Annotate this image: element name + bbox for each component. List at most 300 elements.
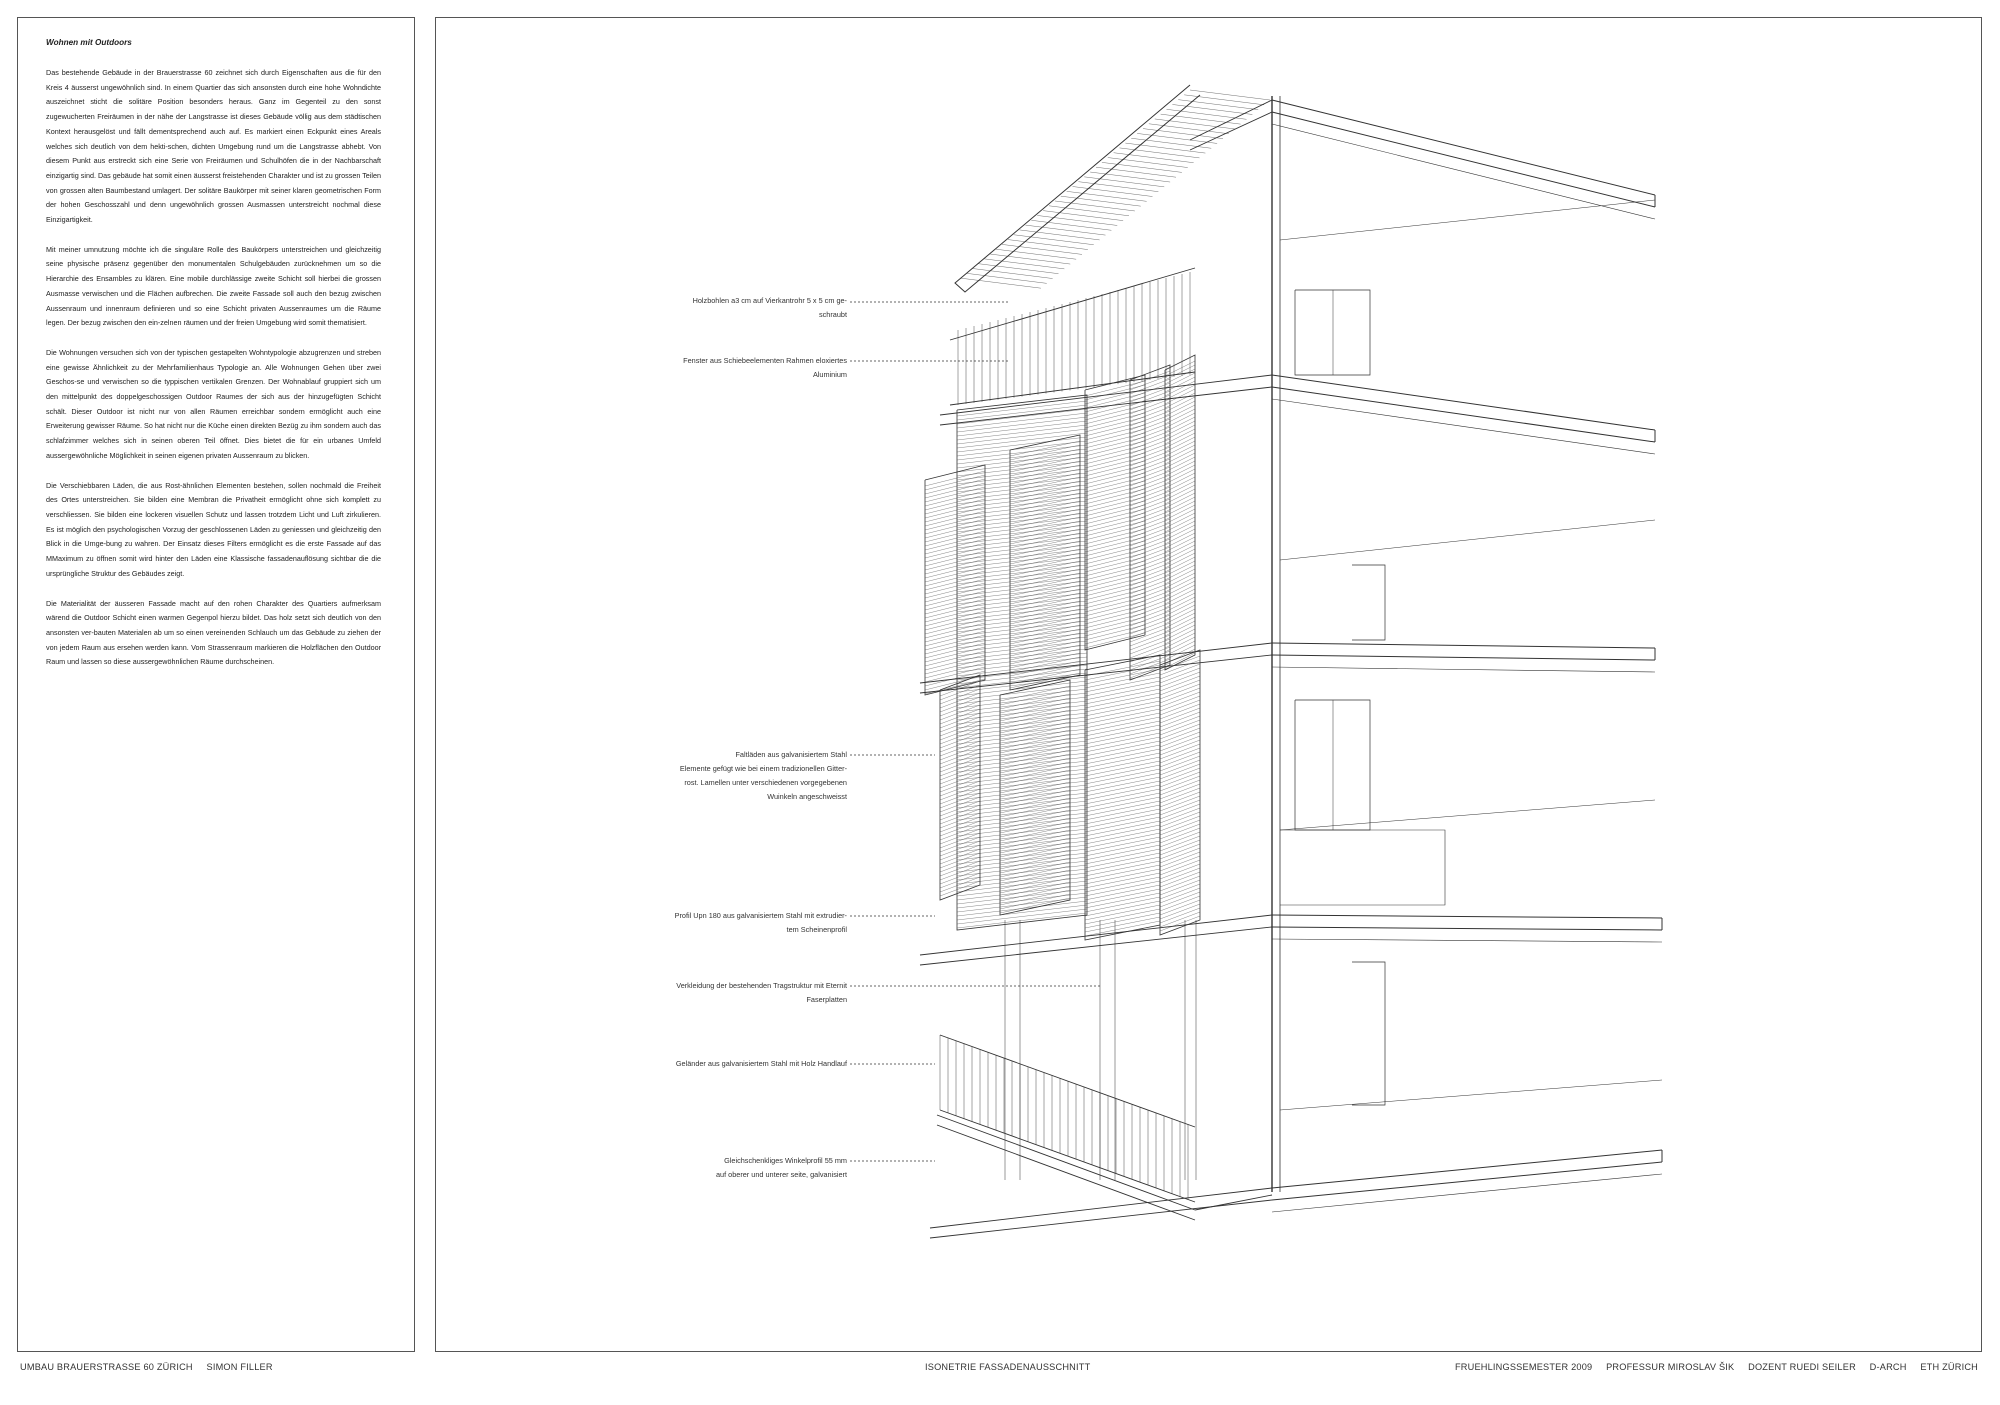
shutter-slat: [1000, 818, 1070, 833]
shutter-slat: [940, 857, 980, 872]
shutter-slat: [1000, 894, 1070, 909]
shutter-slat: [1085, 517, 1145, 532]
shutter-slat: [1130, 571, 1170, 586]
shutter-slat: [1085, 837, 1160, 852]
annotation-line: tem Scheinenprofil: [786, 925, 847, 934]
shutter-slat: [957, 589, 1087, 604]
shutter-slat: [1085, 665, 1160, 680]
shutter-slat: [1160, 688, 1200, 703]
roof-slat: [1178, 100, 1258, 110]
shutter-slat: [957, 781, 1087, 796]
shutter-slat: [957, 585, 1087, 600]
shutter-slat: [1000, 782, 1070, 797]
shutter-slat: [957, 457, 1087, 472]
shutter-slat: [1160, 712, 1200, 727]
shutter-slat: [1130, 551, 1170, 566]
shutter-slat: [940, 693, 980, 708]
balcony-slab-edge: [930, 1188, 1272, 1228]
shutter-slat: [957, 749, 1087, 764]
shutter-slat: [957, 697, 1087, 712]
shutter-slat: [1085, 825, 1160, 840]
shutter-slat: [1130, 615, 1170, 630]
shutter-slat: [1160, 792, 1200, 807]
shutter-slat: [957, 537, 1087, 552]
shutter-slat: [1085, 733, 1160, 748]
shutter-slat: [957, 821, 1087, 836]
shutter-slat: [925, 491, 985, 506]
shutter-slat: [1085, 549, 1145, 564]
shutter-slat: [957, 505, 1087, 520]
shutter-slat: [1085, 477, 1145, 492]
shutter-slat: [1085, 701, 1160, 716]
shutter-slat: [957, 637, 1087, 652]
shutter-slat: [1160, 724, 1200, 739]
shutter-slat: [1000, 778, 1070, 793]
description-paragraph: Die Wohnungen versuchen sich von der typischen gestapelten Wohntypologie abzugrenzen und streben eine gewisse Ähnlichkeit zu der Mehrfamilienhaus Typologie an. Alle Wohnungen Gehen über zwei Geschos-se und verwischen so die typpischen vertikalen Grenzen. Der Wohnablauf gruppiert sich um den mittelpunkt des doppelgeschossigen Outdoor Raumes der sich aus der hinzugefügten Schicht schält. Dieser Outdoor ist nicht nur von allen Räumen erreichbar sondern ermöglicht auch eine Erweiterung gewisser Räume. So hat nicht nur die Küche einen direkten Bezüg zu ihm sondern auch das schlafzimmer welches sich in seinen oberen Teil öffnet. Dies bietet die für ein urbanes Umfeld aussergewöhnliche Möglichkeit in seinen eigenen privaten Aussenraum zu blicken.: [46, 347, 381, 460]
shutter-slat: [1000, 794, 1070, 809]
shutter-slat: [1130, 503, 1170, 518]
shutter-slat: [925, 667, 985, 682]
shutter-slat: [1085, 917, 1160, 932]
shutter-slat: [1085, 829, 1160, 844]
shutter-slat: [1130, 539, 1170, 554]
shutter-slat: [1085, 693, 1160, 708]
roof-slat: [1131, 138, 1211, 148]
shutter-slat: [957, 741, 1087, 756]
shutter-slat: [1160, 672, 1200, 687]
shutter-slat: [1085, 601, 1145, 616]
roof-slat: [967, 273, 1047, 283]
shutter-slat: [940, 785, 980, 800]
shutter-slat: [940, 705, 980, 720]
annotation-line: Profil Upn 180 aus galvanisiertem Stahl mit extrudier-: [674, 911, 847, 920]
shutter-slat: [957, 573, 1087, 588]
shutter-slat: [957, 481, 1087, 496]
shutter-slat: [957, 689, 1087, 704]
shutter-slat: [1085, 421, 1145, 436]
shutter-slat: [1000, 802, 1070, 817]
shutter-slat: [1085, 861, 1160, 876]
shutter-slat: [1085, 489, 1145, 504]
shutter-slat: [1085, 529, 1145, 544]
shutter-slat: [1160, 764, 1200, 779]
shutter-slat: [1085, 565, 1145, 580]
shutter-slat: [1000, 698, 1070, 713]
shutter-slat: [957, 693, 1087, 708]
floor-slab-edge: [1272, 927, 1662, 930]
shutter-slat: [1130, 451, 1170, 466]
floor-slab-edge: [1272, 667, 1655, 672]
shutter-slat: [1160, 888, 1200, 903]
shutter-slat: [1160, 700, 1200, 715]
shutter-slat: [1000, 734, 1070, 749]
shutter-slat: [957, 409, 1087, 424]
shutter-slat: [1130, 411, 1170, 426]
shutter-slat: [1160, 820, 1200, 835]
shutter-slat: [925, 635, 985, 650]
shutter-slat: [957, 597, 1087, 612]
shutter-slat: [940, 825, 980, 840]
shutter-slat: [1130, 591, 1170, 606]
shutter-slat: [925, 579, 985, 594]
shutter-slat: [1160, 876, 1200, 891]
shutter-slat: [1130, 663, 1170, 678]
shutter-slat: [1160, 816, 1200, 831]
shutter-slat: [1085, 833, 1160, 848]
shutter-slat: [957, 569, 1087, 584]
shutter-slat: [957, 709, 1087, 724]
shutter-slat: [1000, 746, 1070, 761]
shutter-slat: [957, 401, 1087, 416]
floor-slab-edge: [1272, 1162, 1662, 1200]
shutter-slat: [1130, 467, 1170, 482]
shutter-slat: [957, 625, 1087, 640]
shutter-slat: [925, 495, 985, 510]
shutter-slat: [925, 515, 985, 530]
shutter-slat: [1130, 555, 1170, 570]
shutter-slat: [1085, 773, 1160, 788]
shutter-slat: [1085, 797, 1160, 812]
shutter-slat: [925, 583, 985, 598]
shutter-slat: [957, 841, 1087, 856]
shutter-slat: [1085, 729, 1160, 744]
roof-slat: [1014, 235, 1094, 245]
roof-slat: [1026, 225, 1106, 235]
shutter-slat: [1085, 613, 1145, 628]
shutter-slat: [1000, 870, 1070, 885]
shutter-panel: [940, 675, 980, 900]
shutter-slat: [940, 829, 980, 844]
shutter-slat: [1000, 878, 1070, 893]
floor-slab-edge: [1272, 375, 1655, 430]
shutter-slat: [940, 877, 980, 892]
description-paragraph: Die Materialität der äusseren Fassade macht auf den rohen Charakter des Quartiers aufmerksam wärend die Outdoor Schicht einen warmen Gegenpol hierzu bildet. Das holz setzt sich deutlich von den ansonsten ver-bauten Materialen ab um so einen vereinenden Schlauch um das Gebäude zu ziehen der von jedem Raum aus ersehen werden kann. Vom Strassenraum markieren die Holzflächen den Outdoor Raum und lassen so diese aussergewöhnlichen Räume durchscheinen.: [46, 598, 381, 667]
shutter-slat: [957, 513, 1087, 528]
shutter-slat: [957, 417, 1087, 432]
shutter-slat: [957, 469, 1087, 484]
shutter-slat: [1160, 864, 1200, 879]
shutter-slat: [957, 825, 1087, 840]
shutter-slat: [1160, 840, 1200, 855]
shutter-slat: [925, 599, 985, 614]
annotation-line: Aluminium: [812, 370, 847, 379]
shutter-slat: [957, 517, 1087, 532]
annotation-line: Faltläden aus galvanisiertem Stahl: [735, 750, 847, 759]
interior-line: [1280, 1080, 1662, 1110]
roof-slat: [1049, 206, 1129, 216]
shutter-slat: [1160, 852, 1200, 867]
shutter-slat: [925, 587, 985, 602]
shutter-slat: [957, 729, 1087, 744]
shutter-slat: [957, 853, 1087, 868]
shutter-slat: [1085, 865, 1160, 880]
shutter-slat: [957, 617, 1087, 632]
shutter-slat: [1085, 625, 1145, 640]
shutter-slat: [1085, 409, 1145, 424]
shutter-slat: [957, 885, 1087, 900]
shutter-slat: [925, 595, 985, 610]
shutter-slat: [957, 493, 1087, 508]
shutter-slat: [957, 497, 1087, 512]
shutter-slat: [1000, 830, 1070, 845]
shutter-slat: [940, 781, 980, 796]
annotation-railing: [597, 1057, 847, 1071]
annotation-line: schraubt: [819, 310, 847, 319]
shutter-slat: [1085, 501, 1145, 516]
shutter-slat: [1130, 439, 1170, 454]
shutter-slat: [940, 713, 980, 728]
shutter-slat: [1160, 868, 1200, 883]
shutter-slat: [957, 561, 1087, 576]
shutter-slat: [957, 453, 1087, 468]
shutter-slat: [1160, 912, 1200, 927]
shutter-slat: [957, 721, 1087, 736]
shutter-slat: [1085, 445, 1145, 460]
shutter-slat: [1000, 838, 1070, 853]
shutter-slat: [957, 753, 1087, 768]
shutter-slat: [1085, 533, 1145, 548]
shutter-slat: [1085, 777, 1160, 792]
shutter-slat: [957, 433, 1087, 448]
shutter-slat: [1130, 435, 1170, 450]
shutter-slat: [1085, 849, 1160, 864]
shutter-slat: [957, 897, 1087, 912]
roof-slat: [1161, 114, 1241, 124]
shutter-slat: [940, 685, 980, 700]
shutter-slat: [1085, 761, 1160, 776]
shutter-slat: [925, 639, 985, 654]
shutter-slat: [925, 663, 985, 678]
shutter-slat: [1000, 862, 1070, 877]
shutter-slat: [1130, 419, 1170, 434]
shutter-slat: [1000, 890, 1070, 905]
shutter-slat: [1130, 567, 1170, 582]
shutter-slat: [925, 607, 985, 622]
shutter-slat: [1130, 403, 1170, 418]
balcony-slab-edge: [920, 927, 1272, 965]
shutter-slat: [1160, 788, 1200, 803]
shutter-slat: [1085, 885, 1160, 900]
shutter-slat: [957, 545, 1087, 560]
shutter-slat: [940, 821, 980, 836]
shutter-slat: [957, 641, 1087, 656]
shutter-slat: [957, 509, 1087, 524]
footer-drawing-title: ISONETRIE FASSADENAUSSCHNITT: [925, 1362, 1091, 1372]
shutter-slat: [957, 621, 1087, 636]
description-title: Wohnen mit Outdoors: [46, 38, 132, 47]
shutter-slat: [957, 905, 1087, 920]
shutter-slat: [1160, 808, 1200, 823]
shutter-slat: [1000, 798, 1070, 813]
shutter-slat: [1130, 491, 1170, 506]
shutter-slat: [1085, 853, 1160, 868]
shutter-slat: [957, 705, 1087, 720]
shutter-slat: [957, 829, 1087, 844]
shutter-slat: [925, 627, 985, 642]
shutter-slat: [925, 535, 985, 550]
shutter-slat: [925, 547, 985, 562]
shutter-slat: [957, 405, 1087, 420]
annotation-line: auf oberer und unterer seite, galvanisiert: [715, 1170, 847, 1179]
shutter-slat: [957, 745, 1087, 760]
shutter-slat: [957, 645, 1087, 660]
shutter-slat: [1000, 786, 1070, 801]
shutter-slat: [957, 421, 1087, 436]
shutter-slat: [1160, 836, 1200, 851]
shutter-slat: [957, 529, 1087, 544]
shutter-slat: [1085, 561, 1145, 576]
shutter-slat: [957, 913, 1087, 928]
roof-slat: [1020, 230, 1100, 240]
shutter-slat: [957, 865, 1087, 880]
shutter-slat: [1085, 705, 1160, 720]
shutter-slat: [1160, 892, 1200, 907]
shutter-slat: [925, 563, 985, 578]
shutter-slat: [925, 647, 985, 662]
shutter-slat: [957, 801, 1087, 816]
shutter-slat: [1130, 475, 1170, 490]
shutter-slat: [1130, 455, 1170, 470]
shutter-panel: [925, 465, 985, 695]
shutter-slat: [1085, 793, 1160, 808]
shutter-slat: [1130, 607, 1170, 622]
shutter-slat: [1085, 513, 1145, 528]
shutter-slat: [957, 881, 1087, 896]
shutter-slat: [1085, 889, 1160, 904]
shutter-slat: [1085, 453, 1145, 468]
shutter-slat: [957, 601, 1087, 616]
shutter-slat: [1085, 685, 1160, 700]
shutter-slat: [940, 809, 980, 824]
shutter-slat: [1085, 677, 1160, 692]
shutter-slat: [957, 773, 1087, 788]
shutter-slat: [957, 725, 1087, 740]
shutter-slat: [1160, 812, 1200, 827]
shutter-slat: [1000, 706, 1070, 721]
shutter-slat: [1000, 742, 1070, 757]
shutter-slat: [925, 539, 985, 554]
shutter-slat: [957, 557, 1087, 572]
shutter-slat: [1130, 487, 1170, 502]
shutter-slat: [957, 477, 1087, 492]
shutter-slat: [940, 721, 980, 736]
roof-slat: [961, 278, 1041, 288]
shutter-slat: [1000, 898, 1070, 913]
shutter-slat: [940, 845, 980, 860]
shutter-slat: [1085, 821, 1160, 836]
shutter-slat: [1085, 709, 1160, 724]
shutter-slat: [1160, 768, 1200, 783]
shutter-slat: [1000, 822, 1070, 837]
shutter-slat: [1085, 461, 1145, 476]
shutter-slat: [1085, 753, 1160, 768]
shutter-slat: [957, 733, 1087, 748]
shutter-slat: [957, 441, 1087, 456]
balcony-slab-edge: [1190, 100, 1272, 140]
shutter-slat: [940, 797, 980, 812]
balcony-slab-edge: [930, 1200, 1272, 1238]
kitchen-unit: [1280, 830, 1445, 905]
shutter-slat: [1160, 884, 1200, 899]
shutter-slat: [1085, 525, 1145, 540]
shutter-slat: [1130, 499, 1170, 514]
floor-slab-edge: [1272, 939, 1662, 942]
shutter-slat: [1160, 740, 1200, 755]
shutter-slat: [1085, 913, 1160, 928]
shutter-slat: [1130, 463, 1170, 478]
footer-course-info: FRUEHLINGSSEMESTER 2009 PROFESSUR MIROSLAV ŠIK DOZENT RUEDI SEILER D-ARCH ETH ZÜRICH: [1454, 1362, 1978, 1372]
shutter-slat: [925, 479, 985, 494]
annotation-line: Gleichschenkliges Winkelprofil 55 mm: [724, 1156, 847, 1165]
shutter-slat: [1130, 415, 1170, 430]
shutter-slat: [1130, 611, 1170, 626]
shutter-slat: [925, 559, 985, 574]
shutter-slat: [1085, 485, 1145, 500]
shutter-slat: [1000, 814, 1070, 829]
annotation-line: Geländer aus galvanisiertem Stahl mit Holz Handlauf: [675, 1059, 847, 1068]
shutter-slat: [1000, 846, 1070, 861]
description-paragraph: Das bestehende Gebäude in der Brauerstrasse 60 zeichnet sich durch Eigenschaften aus die für den Kreis 4 äusserst ungewöhnlich sind. In einem Quartier das sich ansonsten durch eine hohe Wohndichte auszeichnet sticht die solitäre Position besonders heraus. Ganz im Gegenteil zu den sonst zugewucherten Freiräumen in der nähe der Langstrasse ist dieses Gebäude völlig aus dem städtischen Kontext herausgelöst und fällt dementsprechend auch auf. Es markiert einen Eckpunkt eines Areals welches sich deutlich von dem hekti-schen, dichten Umgebung rund um die Langstrasse abhebt. Von diesem Punkt aus erstreckt sich eine Serie von Freiräumen und Schulhöfen die in der Nachbarschaft einzigartig sind. Das gebäude hat somit einen äusserst freistehenden Charakter und ist zu grossen Teilen von grossen alten Baumbestand umlagert. Der solitäre Baukörper mit seiner klaren geometrischen Form der hohen Geschosszahl und denn ungewöhnlich grossen Ausmassen unterstreicht nochmal diese Einzigartigkeit.: [46, 68, 381, 225]
shutter-slat: [1130, 523, 1170, 538]
shutter-slat: [1085, 557, 1145, 572]
shutter-slat: [957, 661, 1087, 676]
interior-line: [1280, 200, 1655, 240]
annotation-line: Wuinkeln angeschweisst: [767, 792, 847, 801]
shutter-slat: [1160, 732, 1200, 747]
shutter-slat: [1160, 908, 1200, 923]
shutter-slat: [1085, 725, 1160, 740]
shutter-slat: [925, 619, 985, 634]
shutter-slat: [957, 577, 1087, 592]
shutter-slat: [957, 473, 1087, 488]
shutter-slat: [957, 489, 1087, 504]
shutter-slat: [1130, 559, 1170, 574]
shutter-slat: [1000, 810, 1070, 825]
shutter-slat: [940, 841, 980, 856]
shutter-slat: [925, 611, 985, 626]
shutter-slat: [1160, 704, 1200, 719]
shutter-slat: [1085, 393, 1145, 408]
shutter-slat: [1000, 806, 1070, 821]
shutter-slat: [1130, 603, 1170, 618]
railing-handrail: [940, 1110, 1195, 1202]
shutter-slat: [1130, 563, 1170, 578]
shutter-slat: [1160, 832, 1200, 847]
roof-slat: [979, 264, 1059, 274]
shutter-slat: [1130, 423, 1170, 438]
shutter-slat: [957, 541, 1087, 556]
shutter-slat: [1130, 643, 1170, 658]
shutter-slat: [1160, 800, 1200, 815]
shutter-slat: [1160, 804, 1200, 819]
shutter-slat: [1130, 579, 1170, 594]
shutter-slat: [1085, 921, 1160, 936]
shutter-slat: [957, 461, 1087, 476]
shutter-slat: [957, 633, 1087, 648]
shutter-slat: [940, 769, 980, 784]
shutter-slat: [1085, 765, 1160, 780]
shutter-slat: [1000, 686, 1070, 701]
roof-slat: [990, 254, 1070, 264]
shutter-slat: [1085, 681, 1160, 696]
shutter-slat: [1000, 882, 1070, 897]
shutter-slat: [1160, 716, 1200, 731]
shutter-slat: [957, 533, 1087, 548]
shutter-slat: [1085, 737, 1160, 752]
balcony-floor-edge: [937, 1115, 1195, 1210]
floor-slab-edge: [1272, 643, 1655, 648]
shutter-slat: [1085, 757, 1160, 772]
